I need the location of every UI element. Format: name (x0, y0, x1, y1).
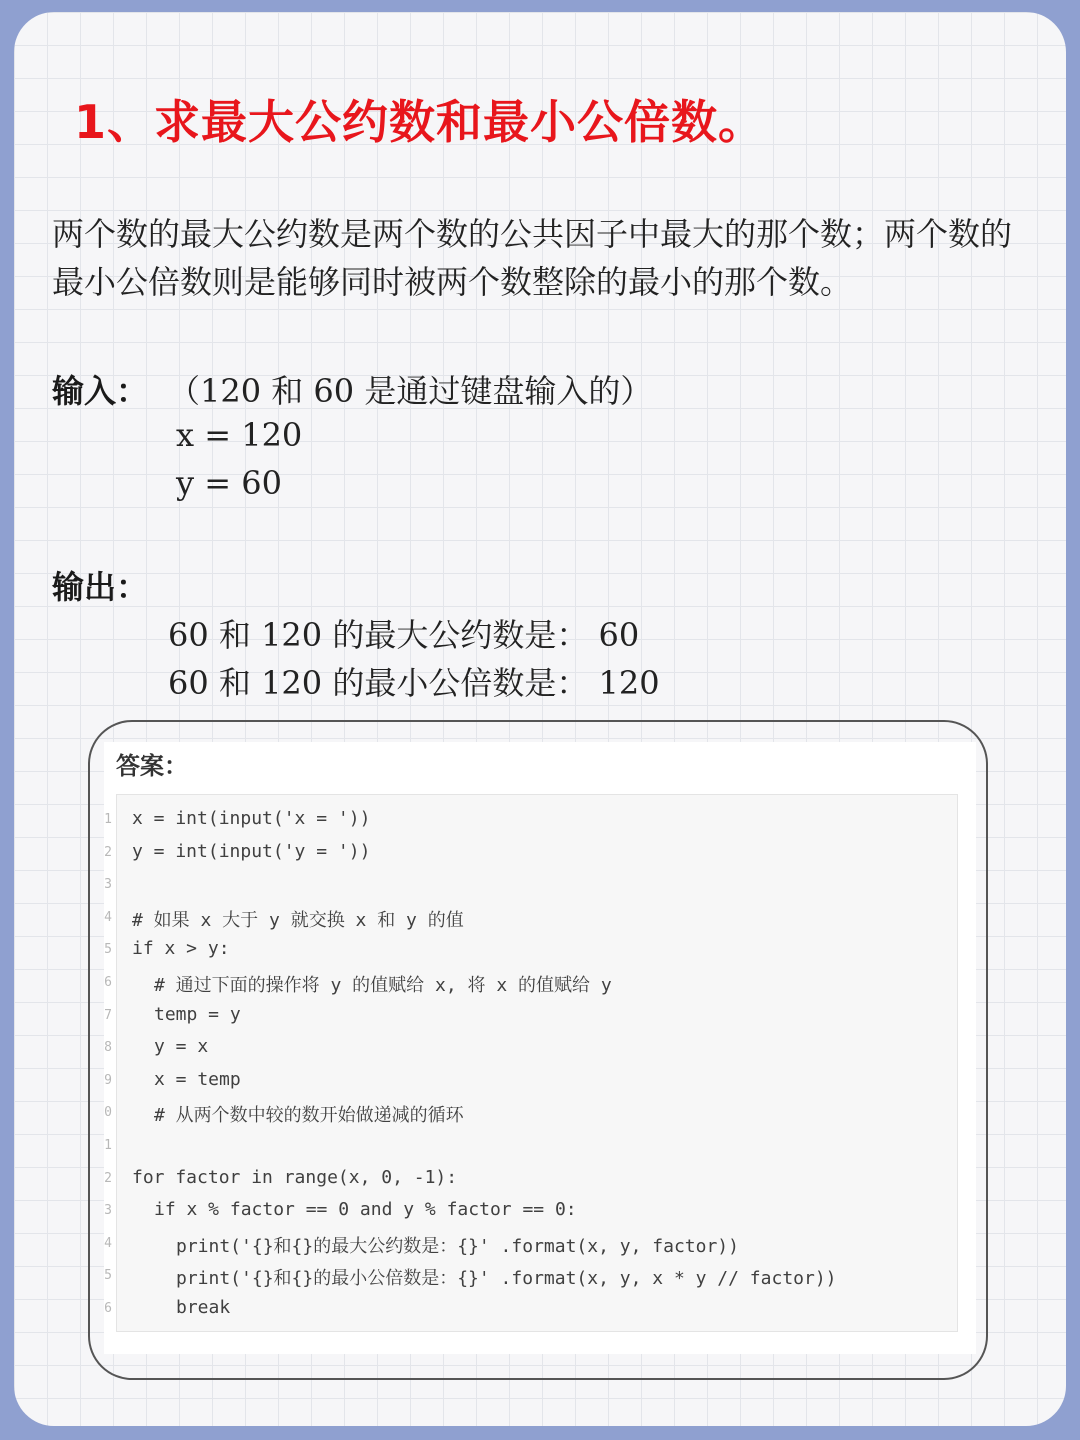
page-title: 1、求最大公约数和最小公倍数。 (74, 95, 766, 149)
code-line: break (176, 1297, 231, 1318)
output-label: 输出： (52, 568, 149, 606)
code-line: y = x (154, 1036, 209, 1058)
line-number: 2 (104, 1170, 112, 1186)
answer-label: 答案： (116, 752, 188, 780)
code-line: for factor in range(x, 0, -1): (132, 1166, 458, 1188)
code-line: temp = y (154, 1003, 241, 1025)
line-number: 3 (104, 877, 112, 893)
line-number: 3 (104, 1203, 112, 1219)
code-line: # 如果 x 大于 y 就交换 x 和 y 的值 (132, 909, 464, 931)
code-line: x = int(input('x = ')) (132, 808, 371, 829)
content-card (14, 12, 1066, 1426)
line-number: 4 (104, 909, 112, 925)
line-number: 6 (104, 975, 112, 990)
output-lcm-line: 60 和 120 的最小公倍数是： 120 (168, 664, 660, 702)
input-note: （120 和 60 是通过键盘输入的） (168, 372, 653, 410)
line-number: 6 (104, 1301, 112, 1316)
line-number: 0 (104, 1105, 112, 1121)
line-number: 5 (104, 1268, 112, 1284)
line-number: 7 (104, 1007, 112, 1023)
input-y: y = 60 (176, 464, 282, 502)
code-line: # 通过下面的操作将 y 的值赋给 x, 将 x 的值赋给 y (154, 975, 612, 996)
code-line: if x > y: (132, 938, 230, 960)
line-number: 5 (104, 942, 112, 958)
code-line: if x % factor == 0 and y % factor == 0: (154, 1199, 577, 1221)
code-line: print('{}和{}的最小公倍数是：{}' .format(x, y, x * y // factor)) (176, 1268, 837, 1290)
input-x: x = 120 (176, 416, 303, 454)
line-number: 2 (104, 844, 112, 860)
line-number: 8 (104, 1040, 112, 1056)
code-line: y = int(input('y = ')) (132, 840, 371, 862)
line-number: 9 (104, 1072, 112, 1088)
line-number: 1 (104, 1138, 112, 1153)
code-line: x = temp (154, 1068, 241, 1090)
code-line: # 从两个数中较的数开始做递减的循环 (154, 1105, 464, 1127)
code-line: print('{}和{}的最大公约数是：{}' .format(x, y, factor)) (176, 1235, 739, 1257)
line-number: 4 (104, 1235, 112, 1251)
problem-description: 两个数的最大公约数是两个数的公共因子中最大的那个数；两个数的最小公倍数则是能够同时被两个数整除的最小的那个数。 (52, 215, 1013, 301)
input-label: 输入： (52, 372, 149, 410)
line-number: 1 (104, 812, 112, 827)
output-gcd-line: 60 和 120 的最大公约数是： 60 (168, 616, 640, 654)
